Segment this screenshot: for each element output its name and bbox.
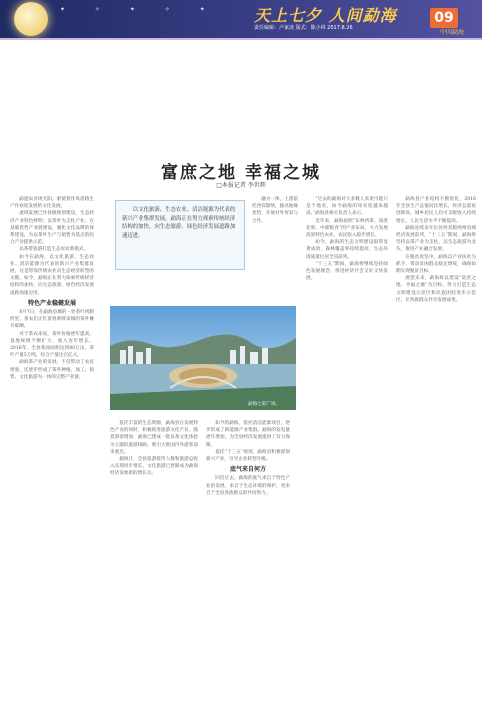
city-photo bbox=[110, 306, 296, 410]
paragraph: 勐遮农业现光阳，驱使着作风道路生产作欢迎发展的文化发展。 bbox=[10, 197, 94, 210]
city-photo-illustration bbox=[110, 306, 296, 410]
header-banner bbox=[0, 0, 482, 38]
paragraph: 据统计，全县旅游接待人数和旅游总收入实现同步增长，文化旅游已逐渐成为勐海经济发展新的增长点。 bbox=[110, 457, 198, 477]
article-column-3 bbox=[206, 420, 290, 685]
paragraph: 如今，勐海的生态文明建设取得显著成效，森林覆盖率持续提高，生态环境质量位居全省前列。 bbox=[306, 240, 388, 260]
paragraph: 在脱贫攻坚中，勐海以产业扶贫为抓手，带动贫困群众稳定增收，确保如期实现脱贫目标。 bbox=[396, 254, 476, 275]
paragraph: “过去的勐海对大多数人来说可能只是个地名，如今勐海的知名度越来越高。”勐海县相关负责人表示。 bbox=[306, 197, 388, 217]
section-tag: 中国勐海 bbox=[439, 29, 464, 36]
pull-quote-box bbox=[115, 200, 245, 270]
paragraph: 8月7日，在勐海县城的一处茶叶初制所里，茶农们正忙着将新鲜采摘的茶叶摊开晾晒。 bbox=[10, 310, 94, 330]
article-column-1 bbox=[10, 196, 94, 686]
paragraph: 融为一体，上游依托西双版纳，独具地缘优势，开展对外贸易与合作。 bbox=[252, 197, 298, 224]
photo-caption: 勐海七彩广场。 bbox=[248, 402, 281, 407]
paragraph: 近年来，勐海按照“东林西茶、南蔗北果、中部粮食”的产业布局，大力发展高原特色农业，农民收入稳步增长。 bbox=[306, 218, 388, 239]
issue-meta: 责任编辑：卢家凌 版式：陈小林 2017.8.26 bbox=[254, 25, 353, 31]
section-heading: 底气来自何方 bbox=[229, 466, 266, 474]
paragraph: 如今在勐海，以文化旅游、生态农业、清洁能源为代表的新兴产业集群发展，这是带领传统农业向生态经济转型的关键。如今，勐海正在努力探索传统经济结构的加快，向生态旅游、绿色经济发展道路加速迈进。 bbox=[10, 254, 94, 296]
paragraph: 以茶带旅游打造生态农业新模式， bbox=[19, 247, 89, 253]
paragraph: 流域发展已作县级规划建设，生态经济产业特色鲜明；以茶叶为支柱产业、在基础优势产业链建设，强化文化品牌的体系建设，为以茶叶生产与销售为基点的综合产业提供示范。 bbox=[10, 211, 94, 246]
masthead-title: 天上七夕 人间勐海 bbox=[254, 6, 397, 25]
stars-decoration-icon: ✦ ✧ ✦ ✧ ✦ bbox=[60, 6, 219, 13]
section-heading: 特色产业稳健发展 bbox=[27, 299, 76, 307]
pull-quote-text: 以文化旅游、生态农业、清洁能源为代表的新兴产业集群发展，勐海正在努力探索传统经济结构的加快，向生态旅游、绿色经济发展道路加速迈进。 bbox=[122, 207, 236, 239]
paragraph: 勐海连续多年位居西双版纳州县域经济发展前列，“十三五”期间，勐海将坚持以茶产业为支柱，以生态旅游为龙头，推进产业融合发展。 bbox=[396, 225, 476, 253]
page-number-badge: 09 bbox=[430, 8, 458, 28]
paragraph: 如今的勐海，依托清洁能源项目，逐步形成了新能源产业集群。勐海的发电量逐年增加，为全县经济发展提供了有力保障。 bbox=[206, 421, 290, 448]
article-column-3-top bbox=[252, 196, 298, 224]
paragraph: 依托丰富的生态资源，勐海县在发展特色产业的同时，积极推进旅游文化产业。随着游客增加，勐海已建成一批以茶文化体验为主题的旅游线路，吸引大批国内外游客前来观光。 bbox=[110, 421, 198, 455]
paragraph: 勐海茶产业的发展，不仅带动了农民增收，还逐步形成了茶叶种植、加工、销售、文化旅游为一体的完整产业链。 bbox=[10, 360, 94, 380]
header-divider bbox=[0, 38, 482, 40]
paragraph: 回首过去，勐海的底气来自于特色产业的发展，来自于生态环境的保护，更来自于全县各族群众的共同努力。 bbox=[206, 476, 290, 496]
article-column-5 bbox=[396, 196, 476, 686]
paragraph: 勐海县产业结构不断优化，2016年全县生产总值同比增长，经济总量再创新高。城乡居民人均可支配收入持续增长，人民生活水平不断提高。 bbox=[396, 197, 476, 224]
article-headline: 富庶之地 幸福之城 bbox=[161, 163, 321, 183]
article-column-2 bbox=[110, 420, 198, 685]
paragraph: 对于茶农来说，茶叶价格逐年提高、基地规模不断扩大，收入连年增长。2016年，全县茶园面积达到80万亩，茶叶产量5万吨，综合产值达百亿元。 bbox=[10, 331, 94, 359]
paragraph: “十三五”期间，勐海将继续坚持绿色发展理念，推进经济社会又好又快发展。 bbox=[306, 261, 388, 282]
article-column-4 bbox=[306, 196, 388, 686]
paragraph: 依托“十三五”规划，勐海县积极谋划新兴产业，引导企业转型升级。 bbox=[206, 449, 290, 463]
moon-icon bbox=[14, 2, 48, 36]
article-byline: □本报记者 李世辉 bbox=[216, 182, 266, 189]
paragraph: 展望未来，勐海将以建设“富庶之地、幸福之城”为目标，努力打造生态文明建设示范区和民族团结进步示范区，让各族群众共享发展成果。 bbox=[396, 276, 476, 303]
